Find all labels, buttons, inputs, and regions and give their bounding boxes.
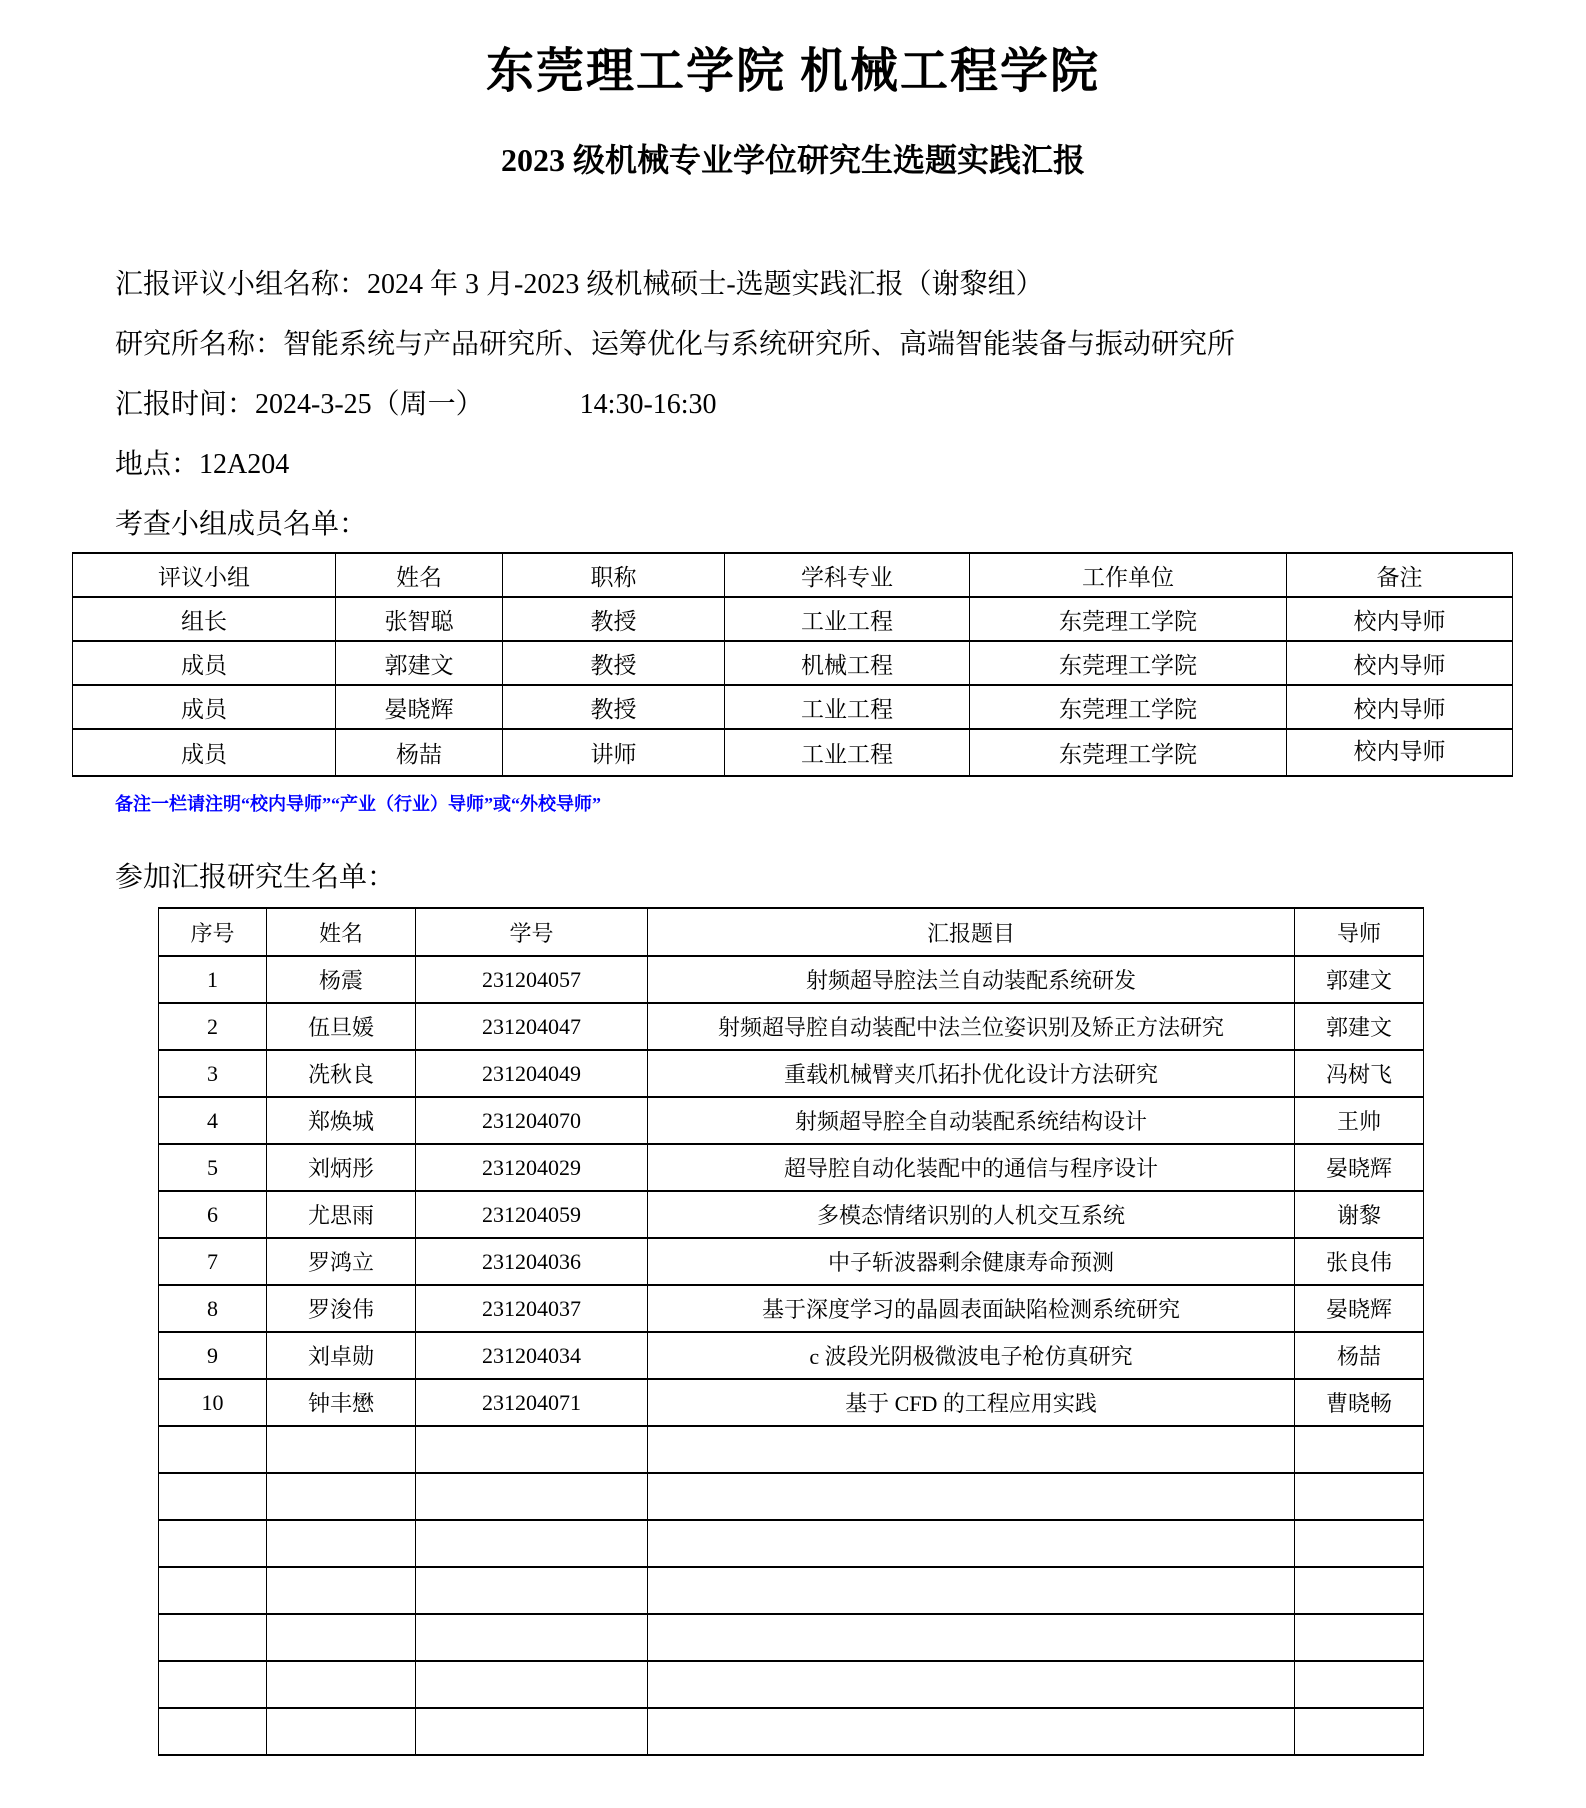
table-cell xyxy=(267,1708,416,1755)
table-cell: 张良伟 xyxy=(1295,1238,1424,1285)
table-cell: 工业工程 xyxy=(725,685,970,729)
table-row xyxy=(159,956,1424,1003)
table-row xyxy=(159,1003,1424,1050)
table-cell: 231204034 xyxy=(416,1332,648,1379)
column-header-student-name: 姓名 xyxy=(267,908,416,956)
table-cell: 刘卓勋 xyxy=(267,1332,416,1379)
table-cell: c 波段光阴极微波电子枪仿真研究 xyxy=(648,1332,1295,1379)
table-cell xyxy=(159,1661,267,1708)
table-cell: 成员 xyxy=(73,685,336,729)
empty-table-row xyxy=(159,1473,1424,1520)
table-cell: 郑焕城 xyxy=(267,1097,416,1144)
empty-table-row xyxy=(159,1661,1424,1708)
table-cell: 教授 xyxy=(503,597,725,641)
table-cell: 4 xyxy=(159,1097,267,1144)
report-time-line xyxy=(115,388,1586,422)
table-cell: 231204057 xyxy=(416,956,648,1003)
table-cell xyxy=(416,1473,648,1520)
report-time-label: 汇报时间： xyxy=(115,389,256,420)
table-cell: 讲师 xyxy=(503,729,725,776)
empty-table-row xyxy=(159,1614,1424,1661)
table-cell: 谢黎 xyxy=(1295,1191,1424,1238)
table-row xyxy=(159,1144,1424,1191)
table-cell: 冯树飞 xyxy=(1295,1050,1424,1097)
empty-table-row xyxy=(159,1426,1424,1473)
table-cell xyxy=(1295,1614,1424,1661)
table-cell: 郭建文 xyxy=(1295,1003,1424,1050)
table-cell: 231204029 xyxy=(416,1144,648,1191)
report-time-range: 14:30-16:30 xyxy=(579,389,717,420)
table-row xyxy=(73,597,1513,641)
table-cell: 东莞理工学院 xyxy=(970,641,1287,685)
table-cell: 231204049 xyxy=(416,1050,648,1097)
table-row xyxy=(159,1285,1424,1332)
table-cell: 1 xyxy=(159,956,267,1003)
table-cell: 8 xyxy=(159,1285,267,1332)
students-header-row xyxy=(159,908,1424,956)
column-header-discipline: 学科专业 xyxy=(725,553,970,597)
table-cell xyxy=(648,1426,1295,1473)
table-cell: 杨震 xyxy=(267,956,416,1003)
table-cell: 射频超导腔自动装配中法兰位姿识别及矫正方法研究 xyxy=(648,1003,1295,1050)
table-cell xyxy=(267,1473,416,1520)
table-cell xyxy=(1295,1426,1424,1473)
empty-table-row xyxy=(159,1567,1424,1614)
table-cell xyxy=(648,1567,1295,1614)
table-cell xyxy=(1295,1473,1424,1520)
table-cell xyxy=(1295,1520,1424,1567)
table-cell xyxy=(159,1426,267,1473)
table-cell xyxy=(1295,1708,1424,1755)
table-cell: 射频超导腔法兰自动装配系统研发 xyxy=(648,956,1295,1003)
column-header-remarks: 备注 xyxy=(1287,553,1513,597)
table-cell: 超导腔自动化装配中的通信与程序设计 xyxy=(648,1144,1295,1191)
table-cell: 晏晓辉 xyxy=(336,685,503,729)
table-cell: 中子斩波器剩余健康寿命预测 xyxy=(648,1238,1295,1285)
column-header-title: 职称 xyxy=(503,553,725,597)
empty-table-row xyxy=(159,1708,1424,1755)
table-cell: 晏晓辉 xyxy=(1295,1144,1424,1191)
table-cell xyxy=(159,1614,267,1661)
table-cell xyxy=(267,1614,416,1661)
table-cell: 刘炳彤 xyxy=(267,1144,416,1191)
table-cell: 冼秋良 xyxy=(267,1050,416,1097)
review-group-name-line: 汇报评议小组名称：2024 年 3 月-2023 级机械硕士-选题实践汇报（谢黎组） xyxy=(115,269,1044,300)
table-cell xyxy=(416,1614,648,1661)
column-header-supervisor: 导师 xyxy=(1295,908,1424,956)
table-row xyxy=(159,1097,1424,1144)
table-cell: 校内导师 xyxy=(1287,729,1513,776)
table-cell: 罗浚伟 xyxy=(267,1285,416,1332)
table-cell: 郭建文 xyxy=(1295,956,1424,1003)
table-cell xyxy=(416,1520,648,1567)
table-cell xyxy=(159,1473,267,1520)
students-table xyxy=(158,907,1424,1756)
table-cell xyxy=(648,1661,1295,1708)
table-cell: 曹晓畅 xyxy=(1295,1379,1424,1426)
empty-table-row xyxy=(159,1520,1424,1567)
table-cell xyxy=(1295,1661,1424,1708)
table-cell: 教授 xyxy=(503,641,725,685)
table-cell: 组长 xyxy=(73,597,336,641)
table-cell: 3 xyxy=(159,1050,267,1097)
table-cell xyxy=(159,1567,267,1614)
table-cell: 231204071 xyxy=(416,1379,648,1426)
table-cell: 重载机械臂夹爪拓扑优化设计方法研究 xyxy=(648,1050,1295,1097)
table-cell: 成员 xyxy=(73,641,336,685)
table-cell: 231204070 xyxy=(416,1097,648,1144)
institute-name-line: 研究所名称：智能系统与产品研究所、运筹优化与系统研究所、高端智能装备与振动研究所 xyxy=(115,329,1236,360)
table-cell xyxy=(416,1708,648,1755)
table-cell xyxy=(267,1426,416,1473)
table-cell: 张智聪 xyxy=(336,597,503,641)
table-cell: 成员 xyxy=(73,729,336,776)
table-cell xyxy=(648,1520,1295,1567)
table-row xyxy=(159,1050,1424,1097)
table-cell xyxy=(648,1614,1295,1661)
report-meta xyxy=(115,268,1586,542)
table-row xyxy=(73,685,1513,729)
table-cell: 罗鸿立 xyxy=(267,1238,416,1285)
table-cell: 6 xyxy=(159,1191,267,1238)
committee-header-row xyxy=(73,553,1513,597)
table-cell: 钟丰懋 xyxy=(267,1379,416,1426)
committee-caption: 考查小组成员名单： xyxy=(115,509,368,540)
committee-footnote: 备注一栏请注明“校内导师”“产业（行业）导师”或“外校导师” xyxy=(115,794,601,814)
table-cell: 晏晓辉 xyxy=(1295,1285,1424,1332)
table-cell: 机械工程 xyxy=(725,641,970,685)
table-row xyxy=(159,1332,1424,1379)
table-cell: 郭建文 xyxy=(336,641,503,685)
table-cell: 工业工程 xyxy=(725,597,970,641)
column-header-report-topic: 汇报题目 xyxy=(648,908,1295,956)
table-cell: 校内导师 xyxy=(1287,685,1513,729)
table-row xyxy=(73,641,1513,685)
table-row xyxy=(159,1379,1424,1426)
table-cell: 10 xyxy=(159,1379,267,1426)
table-cell: 231204037 xyxy=(416,1285,648,1332)
table-cell xyxy=(416,1426,648,1473)
table-cell: 杨喆 xyxy=(1295,1332,1424,1379)
page-title: 东莞理工学院 机械工程学院 xyxy=(485,45,1100,98)
column-header-student-id: 学号 xyxy=(416,908,648,956)
table-cell: 基于深度学习的晶圆表面缺陷检测系统研究 xyxy=(648,1285,1295,1332)
column-header-review-group: 评议小组 xyxy=(73,553,336,597)
table-cell: 7 xyxy=(159,1238,267,1285)
committee-table xyxy=(72,552,1513,777)
table-cell: 杨喆 xyxy=(336,729,503,776)
table-cell: 基于 CFD 的工程应用实践 xyxy=(648,1379,1295,1426)
table-cell xyxy=(1295,1567,1424,1614)
table-cell: 多模态情绪识别的人机交互系统 xyxy=(648,1191,1295,1238)
location-line: 地点：12A204 xyxy=(115,449,290,480)
table-cell: 伍旦媛 xyxy=(267,1003,416,1050)
table-cell: 射频超导腔全自动装配系统结构设计 xyxy=(648,1097,1295,1144)
table-cell: 王帅 xyxy=(1295,1097,1424,1144)
table-row xyxy=(159,1238,1424,1285)
table-cell: 9 xyxy=(159,1332,267,1379)
table-cell: 231204059 xyxy=(416,1191,648,1238)
table-cell: 231204036 xyxy=(416,1238,648,1285)
table-row xyxy=(159,1191,1424,1238)
table-cell: 教授 xyxy=(503,685,725,729)
table-cell xyxy=(159,1708,267,1755)
table-cell: 东莞理工学院 xyxy=(970,685,1287,729)
table-cell xyxy=(416,1567,648,1614)
table-cell: 工业工程 xyxy=(725,729,970,776)
table-cell xyxy=(159,1520,267,1567)
table-cell: 尤思雨 xyxy=(267,1191,416,1238)
column-header-index: 序号 xyxy=(159,908,267,956)
table-cell xyxy=(267,1567,416,1614)
students-caption: 参加汇报研究生名单： xyxy=(115,862,396,893)
column-header-name: 姓名 xyxy=(336,553,503,597)
table-cell: 东莞理工学院 xyxy=(970,729,1287,776)
page-subtitle: 2023 级机械专业学位研究生选题实践汇报 xyxy=(500,142,1085,178)
report-time-date: 2024-3-25（周一） xyxy=(255,389,484,420)
table-cell xyxy=(267,1520,416,1567)
table-cell xyxy=(416,1661,648,1708)
table-cell: 东莞理工学院 xyxy=(970,597,1287,641)
table-cell: 校内导师 xyxy=(1287,597,1513,641)
table-cell: 校内导师 xyxy=(1287,641,1513,685)
table-cell xyxy=(648,1473,1295,1520)
table-cell: 231204047 xyxy=(416,1003,648,1050)
table-cell xyxy=(267,1661,416,1708)
table-cell xyxy=(648,1708,1295,1755)
table-cell: 5 xyxy=(159,1144,267,1191)
table-row xyxy=(73,729,1513,776)
table-cell: 2 xyxy=(159,1003,267,1050)
column-header-work-unit: 工作单位 xyxy=(970,553,1287,597)
